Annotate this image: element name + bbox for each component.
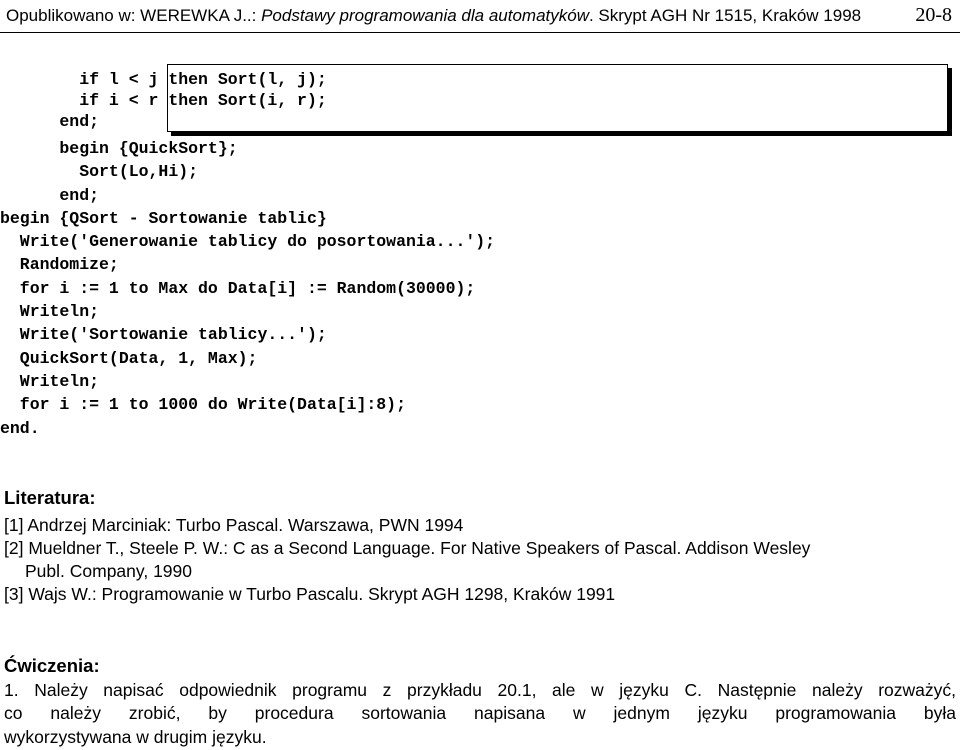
exercise-text-line: 1. Należy napisać odpowiednik programu z przykładu 20.1, ale w języku C. Następnie należy rozważyć, xyxy=(4,680,956,700)
cwiczenia-heading: Ćwiczenia: xyxy=(4,655,100,676)
cwiczenia-section xyxy=(4,654,956,749)
exercise-text-line: wykorzystywana w drugim języku. xyxy=(4,726,267,747)
code-line-boxed-3: end; xyxy=(0,112,100,131)
reference-item: [2] Mueldner T., Steele P. W.: C as a Second Language. For Native Speakers of Pascal. Addison Wesley xyxy=(4,538,811,558)
code-line-boxed-1: if l < j then Sort(l, j); xyxy=(0,70,327,89)
code-line: Randomize; xyxy=(0,255,119,275)
code-line: for i := 1 to Max do Data[i] := Random(30000); xyxy=(0,278,476,298)
reference-item: [1] Andrzej Marciniak: Turbo Pascal. Warszawa, PWN 1994 xyxy=(4,515,464,535)
code-line: Write('Generowanie tablicy do posortowania...'); xyxy=(0,232,496,252)
reference-item-continuation: Publ. Company, 1990 xyxy=(25,561,193,581)
code-line: end; xyxy=(0,185,100,205)
publication-prefix: Opublikowano w: WEREWKA J..: xyxy=(6,6,262,25)
literatura-section xyxy=(4,486,810,606)
code-line: Sort(Lo,Hi); xyxy=(0,162,199,182)
code-listing xyxy=(0,137,495,440)
code-line: for i := 1 to 1000 do Write(Data[i]:8); xyxy=(0,395,406,415)
publication-suffix: . Skrypt AGH Nr 1515, Kraków 1998 xyxy=(588,6,862,25)
publication-info xyxy=(6,6,861,26)
reference-item: [3] Wajs W.: Programowanie w Turbo Pascalu. Skrypt AGH 1298, Kraków 1991 xyxy=(4,584,616,604)
code-line: Writeln; xyxy=(0,371,100,391)
exercise-text-line: co należy zrobić, by procedura sortowania napisana w jednym języku programowania była xyxy=(4,703,956,724)
page-number: 20-8 xyxy=(915,4,952,26)
code-line: begin {QuickSort}; xyxy=(0,139,238,158)
code-line: begin {QSort - Sortowanie tablic} xyxy=(0,208,327,228)
literatura-heading: Literatura: xyxy=(4,487,96,508)
publication-title: Podstawy programowania dla automatyków xyxy=(261,6,589,25)
page-header xyxy=(0,0,960,33)
code-line: Write('Sortowanie tablicy...'); xyxy=(0,325,327,345)
code-line-boxed-2: if i < r then Sort(i, r); xyxy=(0,91,327,110)
code-line: QuickSort(Data, 1, Max); xyxy=(0,348,258,368)
code-line: Writeln; xyxy=(0,302,100,322)
code-line: end. xyxy=(0,418,40,438)
